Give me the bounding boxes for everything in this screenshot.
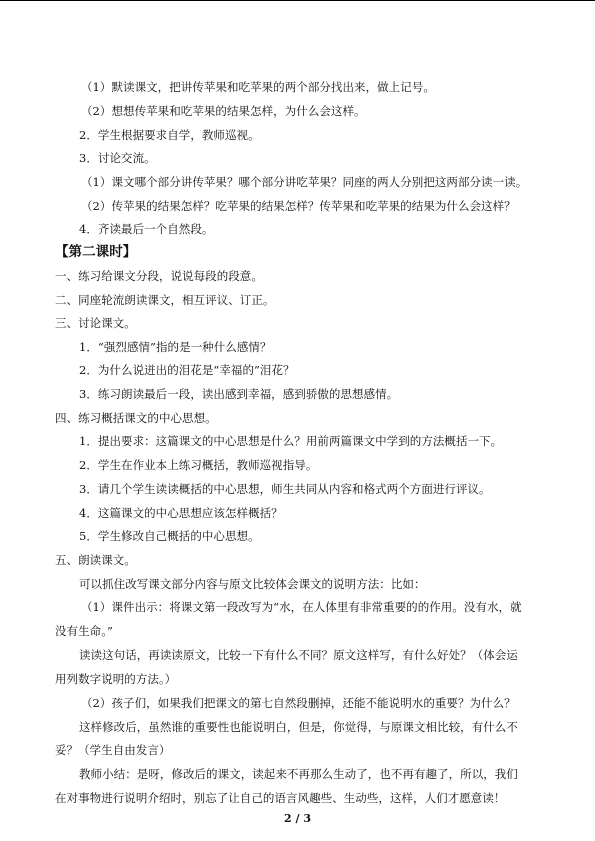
text-line-23: （1）课件出示：将课文第一段改写为“水，在人体里有非常重要的的作用。没有水，就 bbox=[81, 600, 522, 614]
text-line-17: 2．学生在作业本上练习概括，教师巡视指导。 bbox=[79, 458, 318, 472]
text-line-6: （2）传苹果的结果怎样？吃苹果的结果怎样？传苹果和吃苹果的结果为什么会这样？ bbox=[81, 199, 516, 213]
text-line-29: 妥？（学生自由发言） bbox=[55, 743, 171, 757]
page-number: 2 / 3 bbox=[284, 812, 311, 825]
text-line-14: 3．练习朗读最后一段，读出感到幸福，感到骄傲的思想感情。 bbox=[79, 387, 399, 401]
section-heading: 【第二课时】 bbox=[55, 244, 137, 260]
text-line-27: （2）孩子们，如果我们把课文的第七自然段删掉，还能不能说明水的重要？为什么？ bbox=[81, 696, 516, 710]
text-line-5: （1）课文哪个部分讲传苹果？哪个部分讲吃苹果？同座的两人分别把这两部分读一读。 bbox=[81, 175, 528, 189]
text-line-2: （2）想想传苹果和吃苹果的结果怎样，为什么会这样。 bbox=[81, 104, 366, 118]
header-rule bbox=[0, 0, 595, 1]
text-line-4: 3．讨论交流。 bbox=[79, 151, 156, 165]
text-line-12: 1．“强烈感情”指的是一种什么感情？ bbox=[79, 340, 272, 354]
text-line-26: 用列数字说明的方法。） bbox=[55, 672, 177, 686]
text-line-22: 可以抓住改写课文部分内容与原文比较体会课文的说明方法：比如： bbox=[79, 577, 426, 591]
text-line-7: 4．齐读最后一个自然段。 bbox=[79, 222, 214, 236]
text-line-10: 二、同座轮流朗读课文，相互评议、订正。 bbox=[55, 293, 275, 307]
text-line-20: 5．学生修改自己概括的中心思想。 bbox=[79, 529, 260, 543]
text-line-25: 读读这句话，再读读原文，比较一下有什么不同？原文这样写，有什么好处？（体会运 bbox=[79, 648, 518, 662]
text-line-15: 四、练习概括课文的中心思想。 bbox=[55, 411, 217, 425]
text-line-3: 2．学生根据要求自学，教师巡视。 bbox=[79, 128, 260, 142]
text-line-31: 在对事物进行说明介绍时，别忘了让自己的语言风趣些、生动些，这样，人们才愿意读！ bbox=[55, 791, 506, 805]
text-line-11: 三、讨论课文。 bbox=[55, 316, 136, 330]
text-line-19: 4．这篇课文的中心思想应该怎样概括？ bbox=[79, 506, 283, 520]
text-line-9: 一、练习给课文分段，说说每段的段意。 bbox=[55, 269, 263, 283]
text-line-16: 1．提出要求：这篇课文的中心思想是什么？用前两篇课文中学到的方法概括一下。 bbox=[79, 434, 503, 448]
text-line-28: 这样修改后，虽然谁的重要性也能说明白，但是，你觉得，与原课文相比较，有什么不 bbox=[79, 720, 518, 734]
text-line-24: 没有生命。” bbox=[55, 624, 113, 638]
text-line-30: 教师小结：是呀，修改后的课文，读起来不再那么生动了，也不再有趣了，所以，我们 bbox=[79, 767, 518, 781]
text-line-1: （1）默读课文，把讲传苹果和吃苹果的两个部分找出来，做上记号。 bbox=[81, 80, 435, 94]
text-line-13: 2．为什么说迸出的泪花是“幸福的”泪花？ bbox=[79, 363, 295, 377]
text-line-21: 五、朗读课文。 bbox=[55, 553, 136, 567]
text-line-18: 3．请几个学生读读概括的中心思想，师生共同从内容和格式两个方面进行评议。 bbox=[79, 482, 491, 496]
